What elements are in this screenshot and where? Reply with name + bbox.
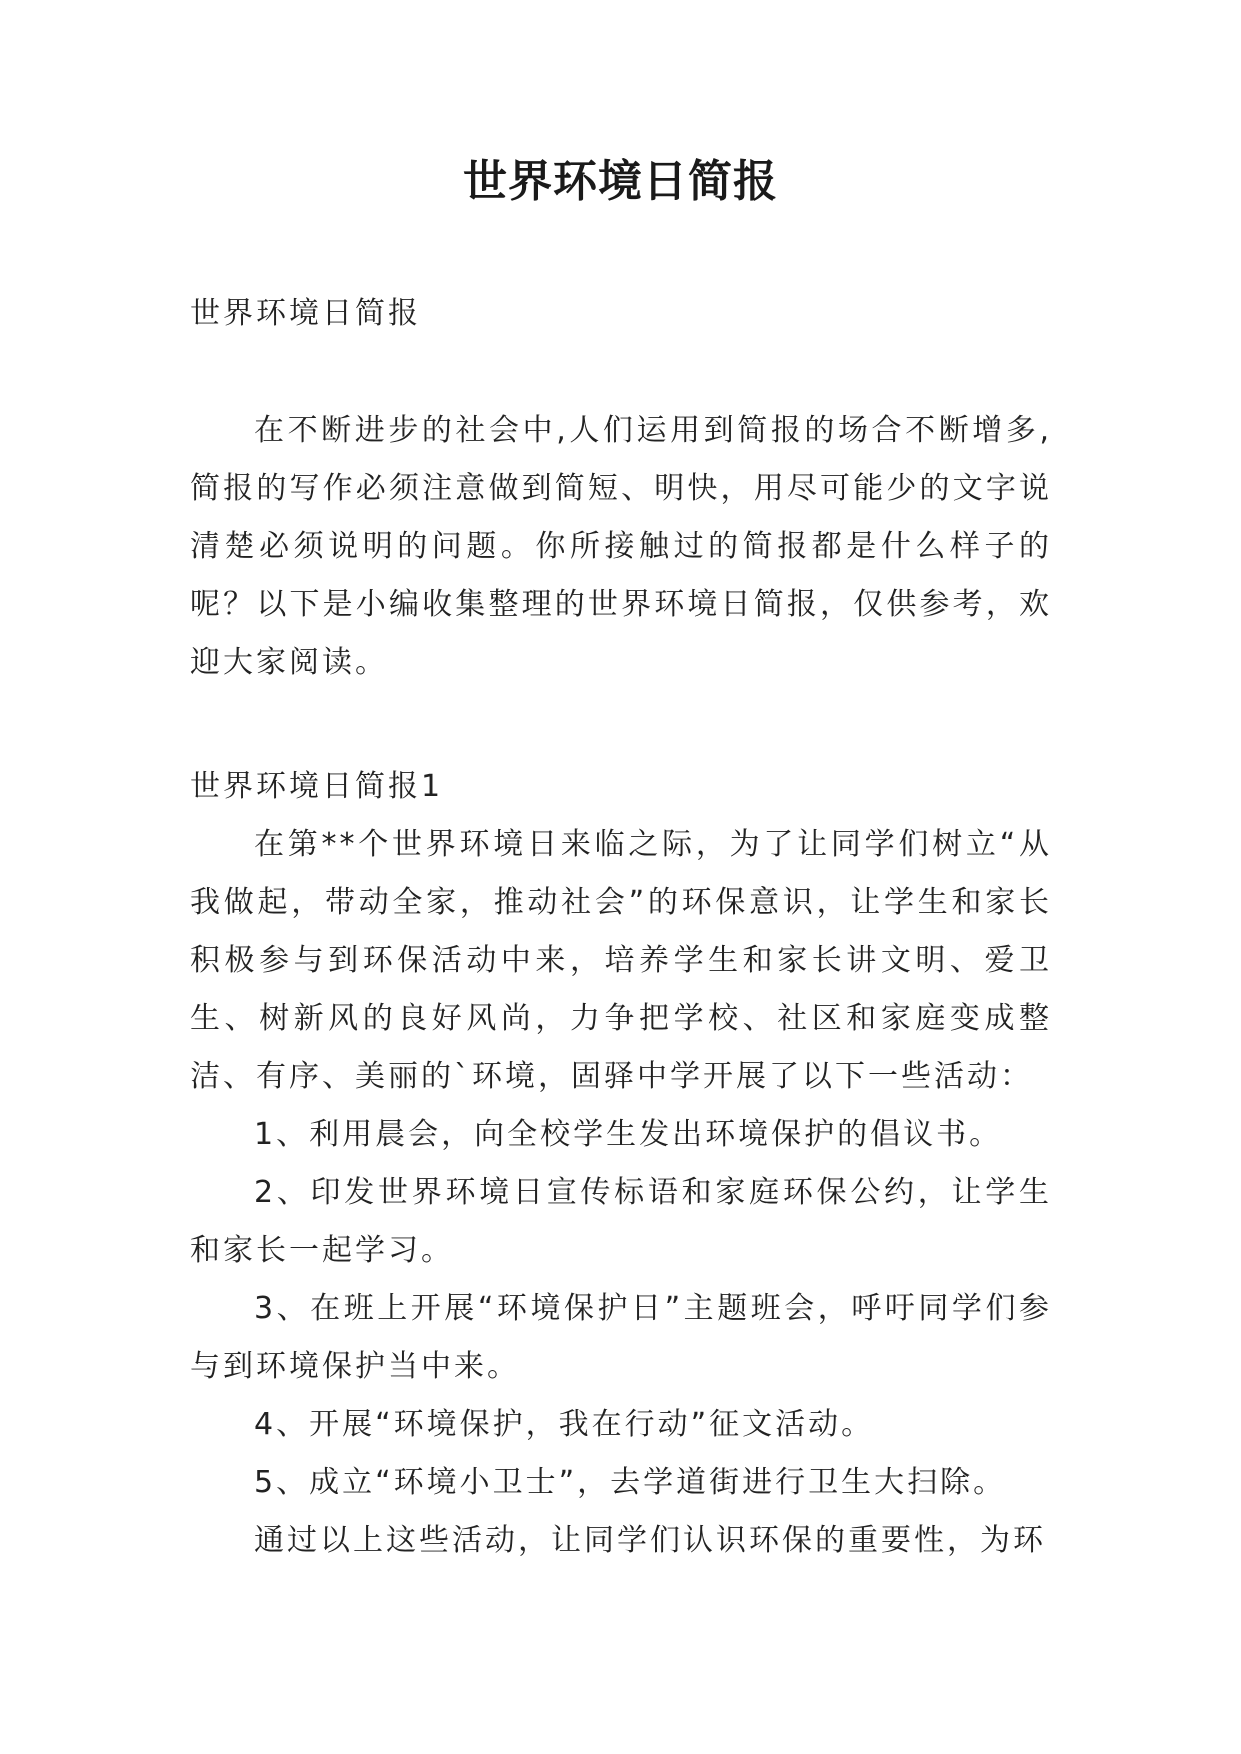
document-subtitle: 世界环境日简报 <box>190 296 421 331</box>
activity-item-4: 4、开展“环境保护，我在行动”征文活动。 <box>254 1407 875 1442</box>
section-heading: 世界环境日简报1 <box>190 769 444 804</box>
document-title: 世界环境日简报 <box>463 156 778 207</box>
section-body <box>190 816 1052 1570</box>
activity-item-1: 1、利用晨会，向全校学生发出环境保护的倡议书。 <box>254 1117 1003 1152</box>
intro-paragraph: 在不断进步的社会中,人们运用到简报的场合不断增多,简报的写作必须注意做到简短、明快，用尽可能少的文字说清楚必须说明的问题。你所接触过的简报都是什么样子的呢？以下是小编收集整理的世界环境日简报，仅供参考，欢迎大家阅读。 <box>190 413 1052 680</box>
section-paragraph: 在第**个世界环境日来临之际，为了让同学们树立“从我做起，带动全家，推动社会”的环保意识，让学生和家长积极参与到环保活动中来，培养学生和家长讲文明、爱卫生、树新风的良好风尚，力争把学校、社区和家庭变成整洁、有序、美丽的`环境，固驿中学开展了以下一些活动： <box>190 827 1052 1094</box>
activity-item-3: 3、在班上开展“环境保护日”主题班会，呼吁同学们参与到环境保护当中来。 <box>190 1291 1052 1384</box>
closing-paragraph: 通过以上这些活动，让同学们认识环保的重要性，为环 <box>254 1523 1046 1558</box>
activity-item-2: 2、印发世界环境日宣传标语和家庭环保公约，让学生和家长一起学习。 <box>190 1175 1052 1268</box>
activity-item-5: 5、成立“环境小卫士”，去学道街进行卫生大扫除。 <box>254 1465 1007 1500</box>
